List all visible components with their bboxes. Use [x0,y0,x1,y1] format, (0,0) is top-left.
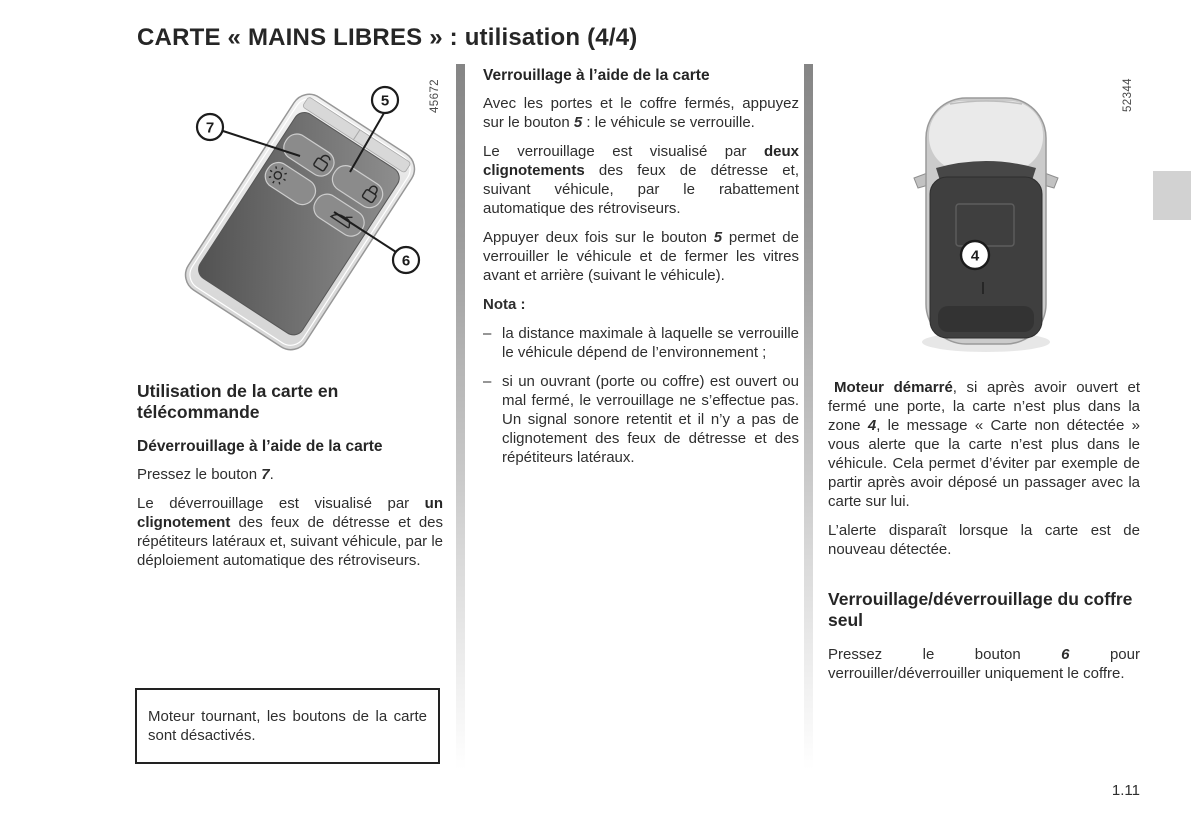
button-ref-5: 5 [713,229,723,246]
callout-4 [961,241,989,269]
column-divider [456,64,465,770]
button-ref-6: 6 [1061,646,1070,663]
paragraph: Le déverrouillage est visualisé par un clignotement des feux de détresse et des répétiteurs latéraux et, suivant véhicule, par le déploiement automatique des rétroviseurs. [137,495,443,569]
svg-text:4: 4 [970,247,980,265]
svg-text:5: 5 [380,92,390,110]
section-title-boot-lock: Verrouillage/déverrouillage du coffre seul [828,589,1133,630]
page-title: CARTE « MAINS LIBRES » : utilisation (4/4) [137,24,638,51]
nota-label: Nota : [483,296,526,313]
bullet-dash: – [483,325,492,342]
svg-text:7: 7 [205,119,215,137]
callout-5 [372,87,398,113]
paragraph: Moteur démarré, si après avoir ouvert et fermé une porte, la carte n’est plus dans la zone 4, le message « Carte non détectée » vous alerte que la carte n’est plus dans le véhicule. Cela permet d’éviter par exemple de partir après avoir déposé un passager avec la carte sur lui. [828,379,1140,510]
paragraph: L’alerte disparaît lorsque la carte est de nouveau détectée. [828,522,1140,558]
svg-text:6: 6 [401,252,411,270]
car-top-view-figure [880,78,1095,368]
section-title-remote-use: Utilisation de la carte en télécommande [137,381,339,422]
car-hood [929,101,1043,171]
keycard-figure [140,70,450,370]
bullet-dash: – [483,373,492,390]
button-ref-7: 7 [261,466,270,483]
middle-column [483,66,799,477]
rear-window [938,306,1034,332]
page-number: 1.11 [1111,782,1140,799]
right-column [828,378,1140,693]
paragraph: Pressez le bouton 7. [137,466,274,483]
figure-ref-card: 45672 [429,79,441,113]
paragraph: Avec les portes et le coffre fermés, appuyez sur le bouton 5 : le véhicule se verrouille. [483,95,799,131]
left-column [137,381,443,580]
subheading-lock-with-card: Verrouillage à l’aide de la carte [483,67,710,84]
callout-6 [393,247,419,273]
list-item: – la distance maximale à laquelle se verrouille le véhicule dépend de l’environnement ; [483,325,799,361]
paragraph: Le verrouillage est visualisé par deux clignotements des feux de détresse et, suivant véhicule, par le rabattement automatique des rétroviseurs. [483,143,799,217]
chapter-edge-tab [1153,171,1191,220]
subheading-unlock-with-card: Déverrouillage à l’aide de la carte [137,438,383,455]
paragraph: Pressez le bouton 6 pour verrouiller/déverrouiller uniquement le coffre. [828,646,1140,682]
list-item: – si un ouvrant (porte ou coffre) est ouvert ou mal fermé, le verrouillage ne s’effectue pas. Un signal sonore retentit et il n’y a pas de clignotement des feux de détresse et des répétiteurs latéraux. [483,373,799,466]
figure-ref-car: 52344 [1122,78,1134,112]
column-divider [804,64,813,770]
button-ref-5: 5 [573,114,583,131]
paragraph: Appuyer deux fois sur le bouton 5 permet de verrouiller le véhicule et de fermer les vitres avant et arrière (suivant le véhicule). [483,229,799,284]
zone-ref-4: 4 [867,417,877,434]
note-box: Moteur tournant, les boutons de la carte sont désactivés. [135,688,440,764]
callout-7 [197,114,223,140]
